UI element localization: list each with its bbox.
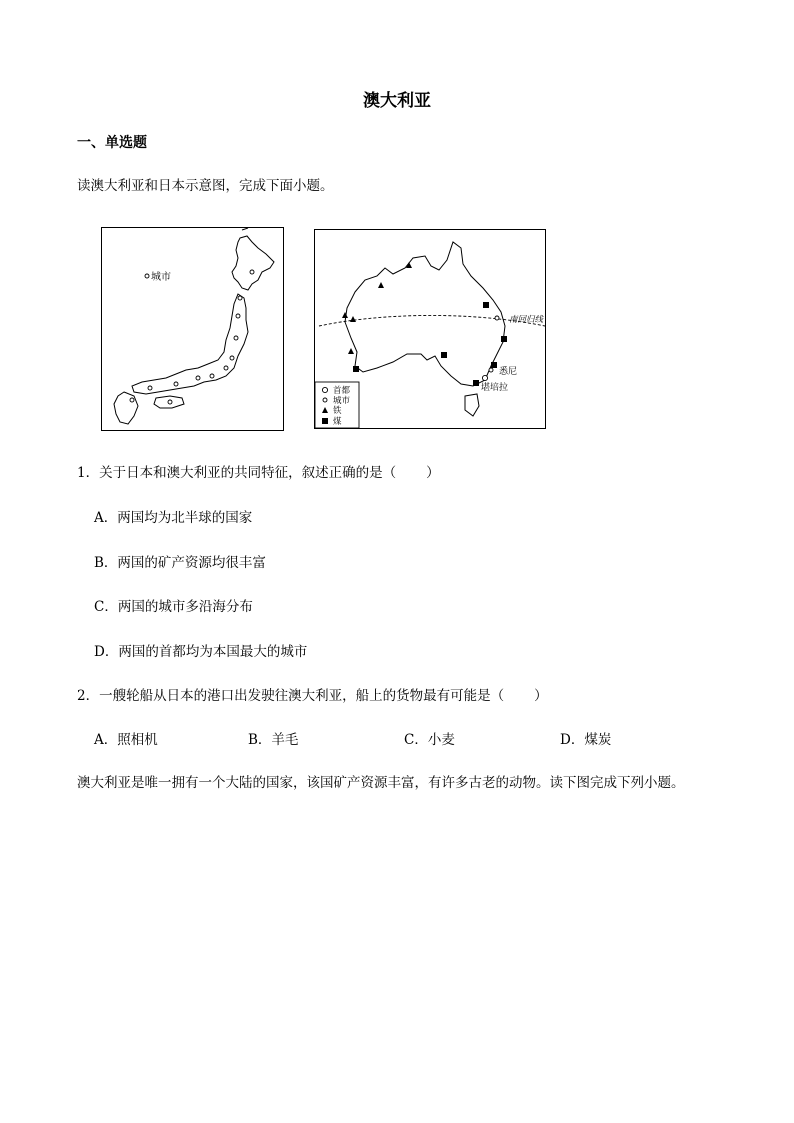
q1-option-a[interactable]: A．两国均为北半球的国家 — [94, 510, 253, 526]
city-marker — [196, 376, 200, 380]
japan-map — [101, 227, 284, 431]
intro-text-2: 澳大利亚是唯一拥有一个大陆的国家，该国矿产资源丰富，有许多古老的动物。读下图完成下列小题。 — [77, 775, 685, 791]
city-marker — [224, 366, 228, 370]
tropic-label: 南回归线 — [509, 315, 544, 325]
q2-option-a[interactable]: A．照相机 — [94, 732, 158, 748]
coal-marker — [353, 366, 359, 372]
q1-option-b[interactable]: B．两国的矿产资源均很丰富 — [94, 555, 266, 571]
intro-text: 读澳大利亚和日本示意图，完成下面小题。 — [77, 178, 334, 194]
city-marker — [174, 382, 178, 386]
city-marker — [168, 400, 172, 404]
question-1-number: 1． — [77, 465, 100, 481]
australia-outline — [345, 242, 505, 386]
hokkaido-outline — [232, 236, 274, 290]
capital-marker — [482, 375, 487, 380]
iron-marker — [350, 316, 356, 322]
coal-marker — [491, 362, 497, 368]
section-title: 一、单选题 — [77, 135, 147, 151]
city-marker — [230, 356, 234, 360]
iron-marker — [348, 348, 354, 354]
question-2-close: ） — [534, 688, 548, 704]
question-1 — [77, 461, 440, 481]
sydney-label: 悉尼 — [499, 367, 518, 377]
city-marker — [236, 314, 240, 318]
sakhalin-outline — [242, 228, 248, 230]
kyushu-outline — [114, 392, 138, 424]
question-2-stem: 一艘轮船从日本的港口出发驶往澳大利亚，船上的货物最有可能是（ — [99, 688, 505, 704]
city-marker — [250, 270, 254, 274]
q2-option-c[interactable]: C．小麦 — [404, 732, 455, 748]
city-marker — [210, 374, 214, 378]
canberra-label: 堪培拉 — [481, 383, 509, 393]
legend-coal-label: 煤 — [333, 417, 342, 427]
question-2 — [77, 684, 548, 704]
q1-option-c[interactable]: C．两国的城市多沿海分布 — [94, 599, 253, 615]
honshu-outline — [132, 294, 248, 394]
coal-marker — [473, 380, 479, 386]
q1-option-d[interactable]: D．两国的首都均为本国最大的城市 — [94, 644, 308, 660]
city-marker — [238, 296, 242, 300]
legend-iron-label: 铁 — [333, 406, 342, 416]
city-marker — [234, 336, 238, 340]
city-marker — [495, 316, 499, 320]
q2-option-d[interactable]: D．煤炭 — [560, 732, 612, 748]
question-1-stem: 关于日本和澳大利亚的共同特征，叙述正确的是（ — [99, 465, 397, 481]
question-1-close: ） — [426, 465, 440, 481]
japan-map-drawing — [102, 228, 283, 430]
coal-marker — [501, 336, 507, 342]
question-2-number: 2． — [77, 688, 100, 704]
australia-map-drawing — [315, 230, 545, 428]
iron-marker — [378, 282, 384, 288]
australia-map — [314, 229, 546, 429]
coal-marker — [483, 302, 489, 308]
page-title: 澳大利亚 — [363, 91, 431, 111]
city-marker — [145, 274, 149, 278]
legend-coal-icon — [322, 418, 328, 424]
city-marker — [489, 368, 493, 372]
q2-option-b[interactable]: B．羊毛 — [248, 732, 299, 748]
legend-city-label: 城市 — [333, 396, 351, 406]
city-legend-label: 城市 — [151, 272, 171, 283]
legend-capital-icon — [322, 387, 327, 392]
tasmania-outline — [465, 394, 479, 416]
city-marker — [130, 398, 134, 402]
iron-marker — [342, 312, 348, 318]
city-marker — [148, 386, 152, 390]
legend-capital-label: 首都 — [333, 386, 351, 396]
legend-city-icon — [323, 398, 327, 402]
coal-marker — [441, 352, 447, 358]
